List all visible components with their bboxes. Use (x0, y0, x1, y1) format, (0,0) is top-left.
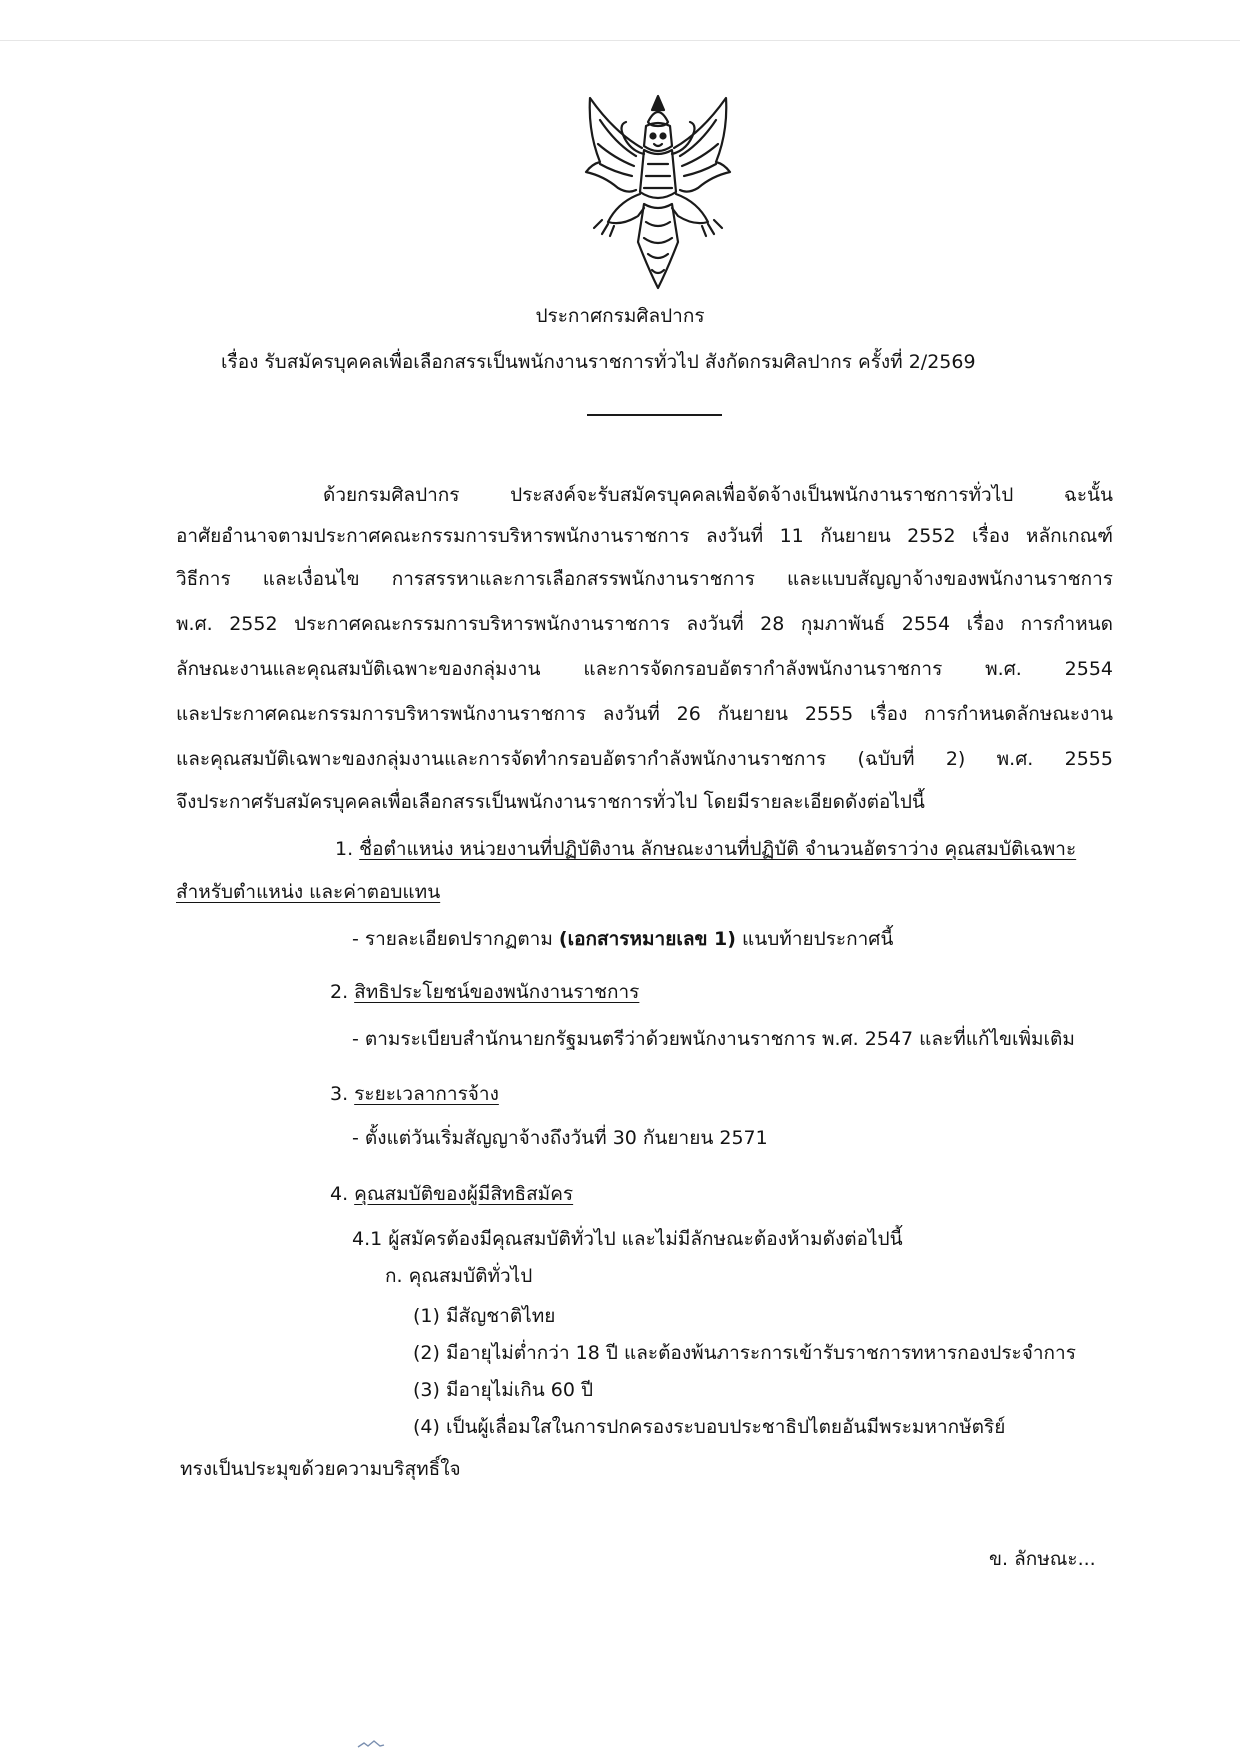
scan-mark (356, 1740, 386, 1748)
title-divider (587, 414, 722, 416)
qualification-item: (1) มีสัญชาติไทย (413, 1305, 556, 1327)
section-1-heading: ชื่อตำแหน่ง หน่วยงานที่ปฏิบัติงาน ลักษณะงานที่ปฏิบัติ จำนวนอัตราว่าง คุณสมบัติเฉพาะ (359, 838, 1077, 860)
document-reference: (เอกสารหมายเลข 1) (558, 928, 736, 950)
section-4-1: 4.1 ผู้สมัครต้องมีคุณสมบัติทั่วไป และไม่มีลักษณะต้องห้ามดังต่อไปนี้ (352, 1228, 903, 1250)
section-4-1-a: ก. คุณสมบัติทั่วไป (385, 1265, 533, 1287)
qualification-item: (2) มีอายุไม่ต่ำกว่า 18 ปี และต้องพ้นภาระการเข้ารับราชการทหารกองประจำการ (413, 1342, 1076, 1364)
intro-line: และประกาศคณะกรรมการบริหารพนักงานราชการ ลงวันที่ 26 กันยายน 2555 เรื่อง การกำหนดลักษณะงาน (176, 703, 1113, 725)
intro-line: วิธีการ และเงื่อนไข การสรรหาและการเลือกสรรพนักงานราชการ และแบบสัญญาจ้างของพนักงานราชการ (176, 568, 1113, 590)
section-2-detail: - ตามระเบียบสำนักนายกรัฐมนตรีว่าด้วยพนักงานราชการ พ.ศ. 2547 และที่แก้ไขเพิ่มเติม (352, 1028, 1075, 1050)
section-3-number: 3. (330, 1083, 355, 1105)
intro-line: ลักษณะงานและคุณสมบัติเฉพาะของกลุ่มงาน และการจัดกรอบอัตรากำลังพนักงานราชการ พ.ศ. 2554 (176, 658, 1113, 680)
page-top-edge (0, 40, 1240, 41)
section-4-number: 4. (330, 1183, 355, 1205)
intro-line: อาศัยอำนาจตามประกาศคณะกรรมการบริหารพนักงานราชการ ลงวันที่ 11 กันยายน 2552 เรื่อง หลักเกณฑ์ (176, 525, 1113, 547)
intro-line: และคุณสมบัติเฉพาะของกลุ่มงานและการจัดทำกรอบอัตรากำลังพนักงานราชการ (ฉบับที่ 2) พ.ศ. 2555 (176, 748, 1113, 770)
qualification-item-continuation: ทรงเป็นประมุขด้วยความบริสุทธิ์ใจ (180, 1458, 461, 1480)
section-1-detail-suffix: แนบท้ายประกาศนี้ (735, 928, 894, 950)
announcement-title: ประกาศกรมศิลปากร (535, 305, 705, 327)
intro-line: ด้วยกรมศิลปากร ประสงค์จะรับสมัครบุคคลเพื่อจัดจ้างเป็นพนักงานราชการทั่วไป ฉะนั้น (323, 484, 1113, 506)
qualification-item: (4) เป็นผู้เลื่อมใสในการปกครองระบอบประชาธิปไตยอันมีพระมหากษัตริย์ (413, 1416, 1006, 1438)
section-4-heading-line (330, 1180, 573, 1208)
page-continuation: ข. ลักษณะ... (989, 1548, 1096, 1570)
section-2-heading: สิทธิประโยชน์ของพนักงานราชการ (354, 981, 640, 1003)
intro-line: พ.ศ. 2552 ประกาศคณะกรรมการบริหารพนักงานราชการ ลงวันที่ 28 กุมภาพันธ์ 2554 เรื่อง การกำหนด (176, 613, 1113, 635)
qualification-item: (3) มีอายุไม่เกิน 60 ปี (413, 1379, 594, 1401)
section-1-detail-text: - รายละเอียดปรากฏตาม (352, 928, 559, 950)
section-1-detail (352, 925, 893, 953)
garuda-emblem-icon (578, 92, 738, 292)
intro-last-line: จึงประกาศรับสมัครบุคคลเพื่อเลือกสรรเป็นพนักงานราชการทั่วไป โดยมีรายละเอียดดังต่อไปนี้ (176, 791, 925, 813)
announcement-subject: เรื่อง รับสมัครบุคคลเพื่อเลือกสรรเป็นพนักงานราชการทั่วไป สังกัดกรมศิลปากร ครั้งที่ 2/2569 (221, 351, 976, 373)
section-2-number: 2. (330, 981, 355, 1003)
section-3-heading: ระยะเวลาการจ้าง (354, 1083, 499, 1105)
section-2-heading-line (330, 978, 639, 1006)
section-3-detail: - ตั้งแต่วันเริ่มสัญญาจ้างถึงวันที่ 30 กันยายน 2571 (352, 1127, 768, 1149)
section-1-heading-line1 (335, 835, 1076, 863)
section-3-heading-line (330, 1080, 499, 1108)
section-1-heading-line2: สำหรับตำแหน่ง และค่าตอบแทน (176, 881, 441, 903)
section-1-number: 1. (335, 838, 360, 860)
section-4-heading: คุณสมบัติของผู้มีสิทธิสมัคร (354, 1183, 574, 1205)
